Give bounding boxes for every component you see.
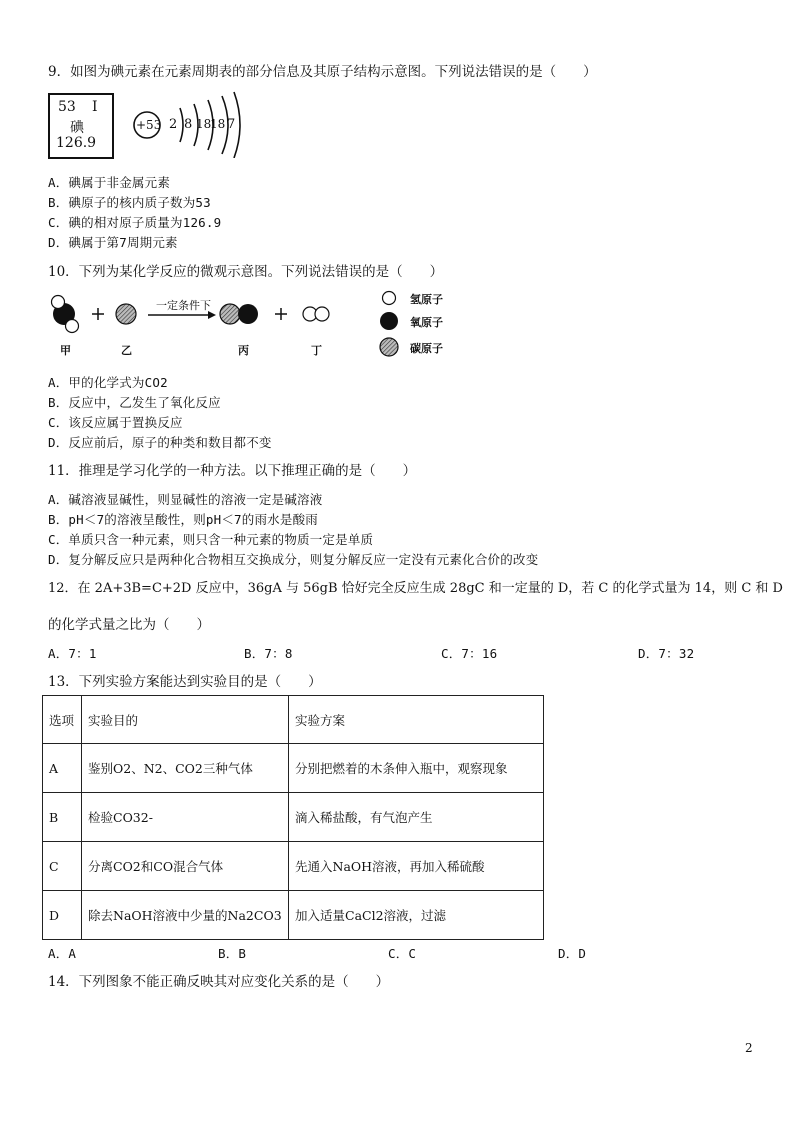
- table-cell: D: [43, 891, 82, 940]
- label-bing: 丙: [238, 344, 249, 357]
- label-yi: 乙: [121, 344, 132, 357]
- q12-option-b: B．7：8: [244, 646, 293, 661]
- q13-option-b: B．B: [218, 946, 247, 961]
- page-number: 2: [745, 1041, 753, 1055]
- q12-option-c: C．7：16: [441, 646, 498, 661]
- legend-carbon: 碳原子: [410, 342, 443, 355]
- q11-option-b: B．pH＜7的溶液呈酸性，则pH＜7的雨水是酸雨: [48, 512, 318, 527]
- q11-stem: 11．推理是学习化学的一种方法。以下推理正确的是（ ）: [48, 463, 417, 479]
- shell-5: 7: [227, 117, 236, 132]
- table-cell: 分别把燃着的木条伸入瓶中，观察现象: [289, 744, 544, 793]
- table-cell: 分离CO2和CO混合气体: [82, 842, 289, 891]
- q9-stem: 9．如图为碘元素在元素周期表的部分信息及其原子结构示意图。下列说法错误的是（ ）: [48, 64, 597, 80]
- q11-option-c: C．单质只含一种元素，则只含一种元素的物质一定是单质: [48, 532, 374, 547]
- table-cell: 加入适量CaCl2溶液，过滤: [289, 891, 544, 940]
- q9-option-a: A．碘属于非金属元素: [48, 175, 171, 190]
- element-name: 碘: [70, 120, 84, 136]
- q10-option-a: A．甲的化学式为CO2: [48, 375, 168, 390]
- table-cell: 鉴别O2、N2、CO2三种气体: [82, 744, 289, 793]
- shell-4: 18: [210, 117, 226, 131]
- q12-option-a: A．7：1: [48, 646, 97, 661]
- shell-3: 18: [196, 117, 212, 131]
- q10-option-c: C．该反应属于置换反应: [48, 415, 183, 430]
- experiment-table: [42, 695, 544, 940]
- q13-option-d: D．D: [558, 946, 587, 961]
- q12-stem-line2: 的化学式量之比为（ ）: [48, 617, 210, 633]
- label-jia: 甲: [60, 344, 71, 357]
- table-row: [43, 744, 544, 793]
- reaction-condition: 一定条件下: [156, 299, 211, 312]
- q9-option-c: C．碘的相对原子质量为126.9: [48, 215, 222, 230]
- q9-option-b: B．碘原子的核内质子数为53: [48, 195, 211, 210]
- element-number: 53: [58, 99, 76, 115]
- table-cell: B: [43, 793, 82, 842]
- q12-option-d: D．7：32: [638, 646, 695, 661]
- table-row: [43, 891, 544, 940]
- table-cell: A: [43, 744, 82, 793]
- table-row: [43, 793, 544, 842]
- q13-option-c: C．C: [388, 946, 417, 961]
- element-cell: [48, 93, 114, 159]
- q11-option-d: D．复分解反应只是两种化合物相互交换成分，则复分解反应一定没有元素化合价的改变: [48, 552, 539, 567]
- shell-1: 2: [169, 117, 178, 132]
- table-header-cell: 选项: [43, 696, 82, 744]
- q10-option-d: D．反应前后，原子的种类和数目都不变: [48, 435, 272, 450]
- table-cell: 除去NaOH溶液中少量的Na2CO3: [82, 891, 289, 940]
- table-cell: 滴入稀盐酸，有气泡产生: [289, 793, 544, 842]
- table-cell: C: [43, 842, 82, 891]
- table-cell: 检验CO32-: [82, 793, 289, 842]
- reaction-molecules-icon: [48, 288, 458, 358]
- element-mass: 126.9: [56, 135, 97, 151]
- shell-2: 8: [184, 117, 193, 132]
- table-header-row: [43, 696, 544, 744]
- q11-option-a: A．碱溶液显碱性，则显碱性的溶液一定是碱溶液: [48, 492, 323, 507]
- table-cell: 先通入NaOH溶液，再加入稀硫酸: [289, 842, 544, 891]
- q12-stem-line1: 12．在 2A+3B=C+2D 反应中，36gA 与 56gB 恰好完全反应生成 28gC 和一定量的 D，若 C 的化学式量为 14，则 C 和 D: [48, 581, 783, 596]
- table-header-cell: 实验目的: [82, 696, 289, 744]
- nucleus-charge: +53: [136, 118, 162, 132]
- q9-option-d: D．碘属于第7周期元素: [48, 235, 178, 250]
- q13-option-a: A．A: [48, 946, 77, 961]
- legend-oxygen: 氧原子: [410, 316, 443, 329]
- element-symbol: I: [92, 99, 98, 115]
- q13-stem: 13．下列实验方案能达到实验目的是（ ）: [48, 674, 322, 690]
- table-row: [43, 842, 544, 891]
- q14-stem: 14．下列图象不能正确反映其对应变化关系的是（ ）: [48, 974, 390, 990]
- table-header-cell: 实验方案: [289, 696, 544, 744]
- label-ding: 丁: [311, 344, 322, 357]
- q10-stem: 10．下列为某化学反应的微观示意图。下列说法错误的是（ ）: [48, 264, 444, 280]
- legend-hydrogen: 氢原子: [410, 293, 443, 306]
- atom-structure-diagram: [128, 88, 248, 158]
- q10-option-b: B．反应中，乙发生了氧化反应: [48, 395, 221, 410]
- reaction-diagram: [48, 288, 458, 358]
